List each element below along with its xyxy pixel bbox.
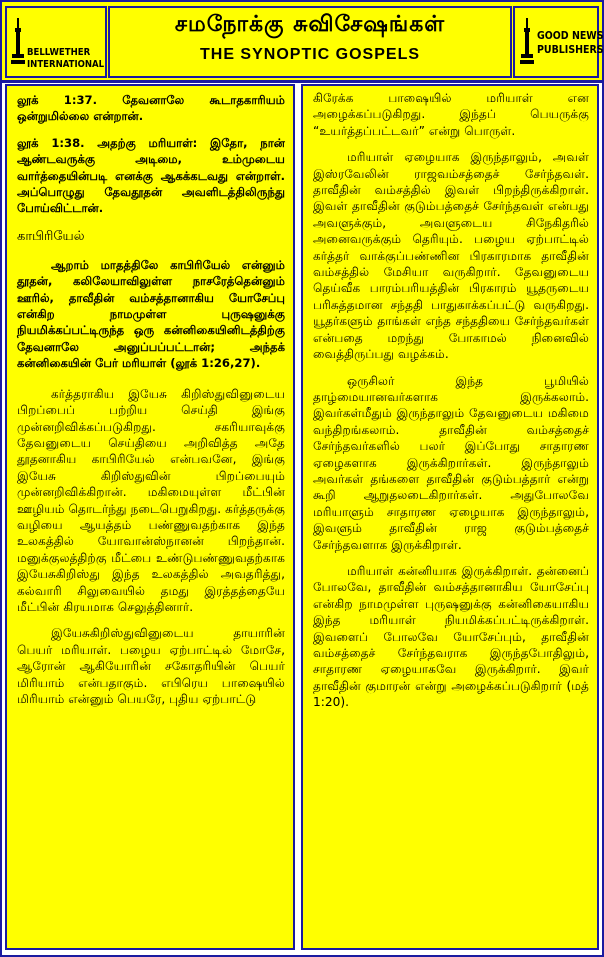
paragraph: கிரேக்க பாஷையில் மரியாள் என அழைக்கப்படுகிறது. இந்தப் பெயருக்கு “உயர்த்தப்பட்டவர்” என்று பொருள். <box>313 91 589 138</box>
paragraph: கர்த்தராகிய இயேசு கிறிஸ்துவினுடைய பிறப்பைப் பற்றிய செய்தி இங்கு முன்னறிவிக்கப்படுகிறது. சகரியாவுக்கு தேவனுடைய செய்தியை அறிவித்த அதே தூதனாகிய காபிரியேல் என்பவனே, இங்கு இயேசு கிறிஸ்துவின் பிறப்பையும் முன்னறிவிக்கிறான். மகிமையுள்ள மீட்பின் ஊழியம் தொடர்ந்து நடைபெறுகிறது. கர்த்தருக்கு வழியை ஆயத்தம் பண்ணுவதற்காக இந்த உலகத்தில் யோவான்ஸ்நானன் பிறந்தான். மனுக்குலத்திற்கு மீட்பை உண்டுபண்ணுவதற்காக இயேசுகிறிஸ்து இந்த உலகத்தில் அவதரித்து, கல்வாரி சிலுவையில் தமது இரத்தத்தையே மீட்பின் கிரயமாக செலுத்தினார். <box>17 386 285 614</box>
header-banner <box>2 2 602 83</box>
title-english: THE SYNOPTIC GOSPELS <box>199 46 421 63</box>
title-tamil: சமநோக்கு சுவிசேஷங்கள் <box>174 12 446 37</box>
verse-luke-1-38: லூக் 1:38. அதற்கு மரியாள்: இதோ, நான் ஆண்டவருக்கு அடிமை, உம்முடைய வார்த்தையின்படி எனக்கு ஆகக்கடவது என்றாள். அப்பொழுது தேவதூதன் அவளிடத்திலிருந்து போய்விட்டான். <box>17 135 285 216</box>
logo-left-line2: INTERNATIONAL <box>27 59 105 70</box>
verse-luke-1-37: லூக் 1:37. தேவனாலே கூடாதகாரியம் ஒன்றுமில்லை என்றான். <box>17 93 285 124</box>
section-heading: காபிரியேல் <box>17 228 85 244</box>
paragraph: மரியாள் கன்னியாக இருக்கிறாள். தன்னைப் போலவே, தாவீதின் வம்சத்தானாகிய யோசேப்பு என்கிற நாமமுள்ள புருஷனுக்கு கன்னிகையாகிய இந்த மரியாள் நியமிக்கப்பட்டிருக்கிறாள். இவளைப் போலவே யோசேப்பும், தாவீதின் வம்சத்தைச் சேர்ந்தவராக இருந்தபோதிலும், சாதாரண ஏழையாகவே இருக்கிறார். இவர் தாவீதின் குமாரன் என்று அழைக்கப்படுகிறார் (மத் 1:20). <box>313 563 589 710</box>
logo-right-line2: PUBLISHERS <box>537 44 604 56</box>
logo-left-text <box>27 47 104 71</box>
paragraph: இயேசுகிறிஸ்துவினுடைய தாயாரின் பெயர் மரியாள். பழைய ஏற்பாட்டில் மோசே, ஆரோன் ஆகியோரின் சகோதரியின் பெயர் மிரியாம் என்பதாகும். எபிரெய பாஷையில் மிரியாம் என்னும் பெயரே, புதிய ஏற்பாட்டு <box>17 626 285 706</box>
right-column <box>301 84 599 950</box>
logo-left-line1: BELLWETHER <box>27 47 91 58</box>
lamp-icon <box>520 16 534 66</box>
good-news-logo <box>513 6 604 78</box>
title-box <box>108 6 512 78</box>
left-column <box>5 84 295 950</box>
paragraph: ஒருசிலர் இந்த பூமியில் தாழ்மையானவர்களாக இருக்கலாம். இவர்கள்மீதும் இருந்தாலும் தேவனுடைய மகிமை வந்திறங்கலாம். தாவீதின் வம்சத்தைச் சேர்ந்தவர்களில் பலர் இப்போது சாதாரண ஏழைகளாக இருக்கிறார்கள். இருந்தாலும் அவர்கள் தங்களை தாவீதின் குடும்பத்தார் என்று கூறி ஆறுதலடைகிறார்கள். அதுபோலவே மரியாளும் சாதாரண ஏழையாக இருந்தாலும், இவளும் தாவீதின் ராஜ குடும்பத்தைச் சேர்ந்தவளாக இருக்கிறாள். <box>313 373 589 552</box>
bellwether-logo <box>5 6 107 78</box>
paragraph: மரியாள் ஏழையாக இருந்தாலும், அவள் இஸ்ரவேலின் ராஜவம்சத்தைச் சேர்ந்தவள். தாவீதின் வம்சத்தில் இவள் பிறந்திருக்கிறாள். இவள் தாவீதின் குடும்பத்தைச் சேர்ந்தவள் என்பது அவளுக்கும், அவளுடைய சிநேகிதரில் அனைவருக்கும் தெரியும். பழைய ஏற்பாட்டில் கர்த்தர் வாக்குப்பண்ணின பிரகாரமாக தாவீதின் வம்சத்தில் மேசியா வருகிறார். தேவனுடைய தெய்வீக பாரம்பரியத்தின் பிரகாரம் யூதருடைய பரிசுத்தமான சந்ததி பாதுகாக்கப்பட்டு வருகிறது. யூதர்களும் தாங்கள் எந்த சந்ததியை சேர்ந்தவர்கள் என்பதை மறந்து போகாமல் நினைவில் வைத்திருப்பது வழக்கம். <box>313 150 589 362</box>
scripture-quote: ஆறாம் மாதத்திலே காபிரியேல் என்னும் தூதன், கலிலேயாவிலுள்ள நாசரேத்தென்னும் ஊரில், தாவீதின் வம்சத்தானாகிய யோசேப்பு என்கிற நாமமுள்ள புருஷனுக்கு நியமிக்கப்பட்டிருந்த ஒரு கன்னிகையினிடத்திற்கு தேவனாலே அனுப்பப்பட்டான்; அந்தக் கன்னிகையின் பேர் மரியாள் (லூக் 1:26,27). <box>17 257 285 371</box>
lamp-icon <box>11 16 25 66</box>
logo-right-line1: GOOD NEWS <box>537 30 604 42</box>
logo-right-text <box>537 29 604 57</box>
